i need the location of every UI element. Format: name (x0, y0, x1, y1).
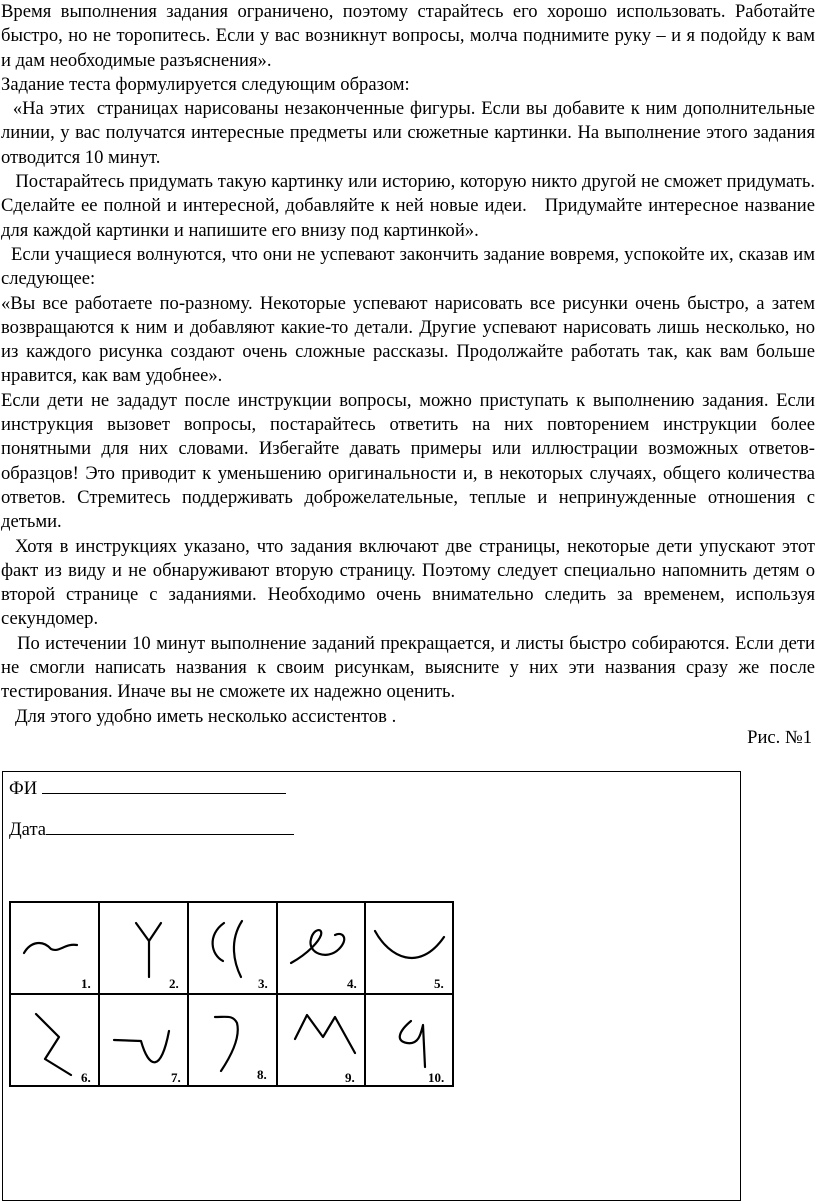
figure-stroke-4 (291, 930, 344, 963)
figure-label: 4. (347, 976, 357, 991)
paragraph: «Вы все работаете по-разному. Некоторые успевают нарисовать все рисунки очень быстро, а затем возвращаются к ним и добавляют какие-то детали. Другие успевают нарисовать лишь несколько, но из каждого рисунка создают очень сложные рассказы. Продолжайте работать так, как вам больше нравится, как вам удобнее». (1, 292, 815, 387)
name-field (9, 775, 286, 800)
date-field (9, 816, 294, 841)
figure-label: 7. (171, 1070, 181, 1085)
figure-label: 1. (81, 976, 91, 991)
paragraph: Если дети не зададут после инструкции вопросы, можно приступать к выполнению задания. Если инструкция вызовет вопросы, постарайтесь ответить на них повторением инструкции более понятными для них словами. Избегайте давать примеры или иллюстрации возможных ответов-образцов! Это приводит к уменьшению оригинальности и, в некоторых случаях, общего количества ответов. Стремитесь поддерживать доброжелательные, теплые и непринужденные отношения с детьми. (1, 389, 815, 533)
paragraph: По истечении 10 минут выполнение заданий прекращается, и листы быстро собираются. Если дети не смогли написать названия к своим рисункам, выясните у них эти названия сразу же после тестирования. Иначе вы не сможете их надежно оценить. (1, 632, 815, 703)
name-label: ФИ (9, 778, 42, 799)
figure-stroke-5 (375, 931, 444, 958)
figure-stroke-7 (114, 1031, 169, 1062)
figure-stroke-9 (295, 1015, 355, 1053)
figure-label: 6. (81, 1070, 91, 1085)
paragraph: Для этого удобно иметь несколько ассистентов . (1, 705, 397, 727)
paragraph: Постарайтесь придумать такую картинку или историю, которую никто другой не сможет придумать. Сделайте ее полной и интересной, добавляйте к ней новые идеи. Придумайте интересное название для каждой картинки и напишите его внизу под картинкой». (1, 171, 815, 241)
date-line[interactable] (46, 816, 294, 835)
figure-label: 9. (345, 1070, 355, 1085)
paragraph: «На этих страницах нарисованы незаконченные фигуры. Если вы добавите к ним дополнительные линии, у вас получатся интересные предметы или сюжетные картинки. На выполнение этого задания отводится 10 минут. (1, 98, 816, 168)
paragraph: Задание теста формулируется следующим образом: (1, 73, 410, 95)
figure-stroke-10 (400, 1021, 425, 1067)
figure-grid (9, 901, 454, 1087)
figure-stroke-8 (215, 1017, 238, 1071)
date-label: Дата (9, 819, 47, 840)
paragraph: Хотя в инструкциях указано, что задания включают две страницы, некоторые дети упускают этот факт из виду и не обнаруживают вторую страницу. Поэтому следует специально напомнить детям о второй странице с заданиями. Необходимо очень внимательно следить за временем, используя секундомер. (1, 535, 815, 630)
figure-stroke-1 (24, 943, 77, 953)
figure-label: 8. (257, 1067, 267, 1082)
incomplete-figures-grid (9, 901, 454, 1087)
figure-stroke-2 (136, 923, 161, 977)
figure-label: 2. (169, 976, 179, 991)
name-line[interactable] (42, 775, 286, 794)
paragraph: Время выполнения задания ограничено, поэтому старайтесь его хорошо использовать. Работайте быстро, но не торопитесь. Если у вас возникнут вопросы, молча поднимите руку – и я подойду к вам и дам необходимые разъяснения». (1, 1, 815, 71)
figure-label: 5. (434, 976, 444, 991)
figure-stroke-6 (36, 1014, 71, 1075)
paragraph: Если учащиеся волнуются, что они не успевают закончить задание вовремя, успокойте их, сказав им следующее: (1, 243, 815, 290)
figure-label: 3. (258, 976, 268, 991)
figure-label: 10. (428, 1070, 445, 1085)
figure-caption: Рис. №1 (747, 727, 812, 748)
figure-stroke-3 (213, 921, 242, 977)
instruction-text (1, 0, 815, 729)
